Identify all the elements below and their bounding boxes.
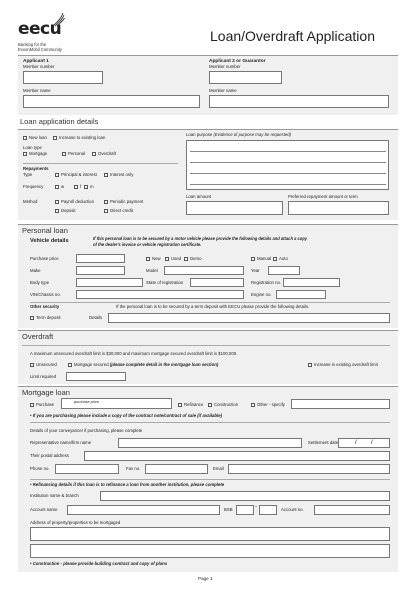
repayment-type-label: Type <box>23 172 33 177</box>
property-address-label: Address of property/properties to be mortgaged <box>30 520 121 525</box>
monthly-label: m <box>90 184 94 189</box>
new-loan-checkbox[interactable] <box>23 136 27 140</box>
applicant2-member-number-label: Member number <box>209 64 241 69</box>
vehicle-details-title: Vehicle details <box>30 238 69 244</box>
mortgage-label: Mortgage <box>29 151 48 156</box>
used-vehicle-checkbox[interactable] <box>165 257 169 261</box>
fortnightly-label: f <box>80 184 82 189</box>
applicant2-label: Applicant 2 or Guarantor <box>209 59 266 64</box>
construction-label: Construction <box>214 402 239 407</box>
payroll-checkbox[interactable] <box>55 200 59 204</box>
body-type-input[interactable] <box>76 278 143 287</box>
term-deposit-checkbox[interactable] <box>30 316 34 320</box>
fax-no-input[interactable] <box>145 464 208 474</box>
other-specify-checkbox[interactable] <box>251 403 255 407</box>
loan-purpose-label <box>186 133 291 138</box>
overdraft-checkbox[interactable] <box>92 152 96 156</box>
construction-note: • Construction - please provide building contract and copy of plans <box>30 561 168 566</box>
refinance-label: Refinance <box>184 402 204 407</box>
purchase-price-hint: purchase price <box>74 399 99 404</box>
new-loan-label: New loan <box>29 135 47 140</box>
loan-details-section <box>18 129 398 220</box>
loan-purpose-line <box>190 173 386 174</box>
loan-purpose-input[interactable] <box>186 140 389 190</box>
rep-name-input[interactable] <box>118 438 302 448</box>
weekly-checkbox[interactable] <box>55 185 59 189</box>
applicant1-member-number-label: Member number <box>23 64 55 69</box>
payroll-label: Payroll deduction <box>61 199 94 204</box>
used-vehicle-label: Used <box>171 256 182 261</box>
interest-only-label: Interest only <box>110 172 134 177</box>
loan-type-label: Loan type <box>23 145 42 150</box>
registration-no-input[interactable] <box>283 278 340 287</box>
refinance-divider <box>30 479 390 480</box>
email-input[interactable] <box>228 464 390 474</box>
applicants-section <box>18 55 398 115</box>
logo-tagline-2: ExxonMobil Community <box>18 47 62 52</box>
applicant1-label: Applicant 1 <box>23 59 49 64</box>
fortnightly-checkbox[interactable] <box>74 185 78 189</box>
demo-vehicle-checkbox[interactable] <box>184 257 188 261</box>
frequency-label: Frequency <box>23 184 44 189</box>
account-no-label: Account no. <box>281 507 304 512</box>
loan-amount-label: Loan amount <box>186 194 212 199</box>
weekly-label: w <box>61 184 65 189</box>
mortgage-secured-checkbox[interactable] <box>68 363 72 367</box>
preferred-repayment-label: Preferred repayment amount or term <box>288 194 358 199</box>
overdraft-section <box>18 330 398 384</box>
mortgage-secured-label <box>74 363 218 368</box>
fax-no-label: Fax no. <box>126 466 141 471</box>
demo-vehicle-label: Demo <box>190 256 202 261</box>
rep-name-label: Representative name/firm name <box>30 440 92 445</box>
bsb-input-2[interactable] <box>259 505 277 515</box>
limit-required-input[interactable] <box>66 372 126 381</box>
new-vehicle-checkbox[interactable] <box>146 257 150 261</box>
vehicle-note-line-1: If this personal loan is to be secured by a motor vehicle please provide the following details and attach a copy <box>93 236 308 241</box>
account-name-label: Account name <box>30 507 58 512</box>
mortgage-checkbox[interactable] <box>23 152 27 156</box>
applicant1-member-number-input[interactable] <box>23 71 103 84</box>
repayments-label: Repayments <box>23 166 49 171</box>
logo-wordmark: eecu <box>18 19 62 39</box>
account-name-input[interactable] <box>67 505 220 515</box>
conveyancer-label: Details of your conveyancer if purchasing, please complete <box>30 428 143 433</box>
model-label: Model <box>146 268 158 273</box>
page-number: Page 1 <box>198 576 213 581</box>
construction-checkbox[interactable] <box>208 403 212 407</box>
bsb-separator: - <box>255 504 257 510</box>
purchase-label: Purchase <box>36 402 55 407</box>
principal-interest-checkbox[interactable] <box>55 173 59 177</box>
body-type-label: Body type <box>30 280 50 285</box>
state-registration-input[interactable] <box>190 278 244 287</box>
other-security-label: Other security <box>30 304 60 309</box>
loan-purpose-line <box>190 151 386 152</box>
increase-limit-label: Increase in existing overdraft limit <box>314 362 378 367</box>
periodic-checkbox[interactable] <box>104 200 108 204</box>
manual-label: Manual <box>257 256 272 261</box>
loan-details-title: Loan application details <box>20 117 99 126</box>
new-vehicle-label: New <box>152 256 161 261</box>
bsb-label: BSB <box>224 507 233 512</box>
account-no-input[interactable] <box>314 505 390 515</box>
engine-no-label: Engine no. <box>251 292 272 297</box>
monthly-checkbox[interactable] <box>84 185 88 189</box>
other-specify-input[interactable] <box>291 399 390 409</box>
postal-address-input[interactable] <box>84 451 390 461</box>
institution-input[interactable] <box>100 491 390 501</box>
loan-details-divider <box>23 163 178 164</box>
make-label: Make <box>30 268 41 273</box>
settlement-date-input[interactable] <box>338 438 390 448</box>
overdraft-title: Overdraft <box>22 332 54 341</box>
property-address-input-2[interactable] <box>30 544 390 558</box>
model-input[interactable] <box>164 266 244 275</box>
year-label: Year <box>251 268 260 273</box>
applicant2-member-number-input[interactable] <box>209 71 282 84</box>
mortgage-title: Mortgage loan <box>22 388 70 397</box>
loan-amount-input[interactable] <box>186 201 283 215</box>
postal-address-label: Their postal address <box>30 453 69 458</box>
applicant2-member-name-input[interactable] <box>209 95 389 108</box>
loan-purpose-line <box>190 184 386 185</box>
manual-checkbox[interactable] <box>251 257 255 261</box>
personal-loan-title: Personal loan <box>22 226 68 235</box>
other-security-divider <box>30 302 390 303</box>
mortgage-section <box>18 386 398 572</box>
institution-label: Institution name & branch <box>30 493 79 498</box>
loan-purpose-note: (Evidence of purpose may be requested) <box>213 132 292 137</box>
mortgage-secured-note: (please complete detail in the mortgage loan section) <box>109 362 219 367</box>
bsb-input-1[interactable] <box>236 505 254 515</box>
limit-required-label: Limit required <box>30 374 57 379</box>
settlement-date-label: Settlement date <box>308 440 339 445</box>
personal-label: Personal <box>68 151 85 156</box>
registration-no-label: Registration no. <box>251 280 282 285</box>
purchase-checkbox[interactable] <box>30 403 34 407</box>
applicant2-member-name-label: Member name <box>209 88 237 93</box>
other-security-note: If the personal loan is to be secured by a term deposit with EECU please provide the following details. <box>116 304 310 309</box>
unsecured-label: Unsecured <box>36 362 57 367</box>
overdraft-title-divider <box>22 345 390 346</box>
deposit-checkbox[interactable] <box>55 209 59 213</box>
phone-no-input[interactable] <box>55 464 119 474</box>
purchase-price-input[interactable] <box>76 254 125 263</box>
other-specify-label: Other - specify <box>257 402 285 407</box>
purchase-price-label: Purchase price <box>30 256 59 261</box>
property-address-input-1[interactable] <box>30 527 390 541</box>
loan-purpose-line <box>190 162 386 163</box>
vin-label: VIN/Chassis no. <box>30 292 61 297</box>
overdraft-note: A maximum unsecured overdraft limit is $30,000 and maximum mortgage secured overdraft limit is $100,000. <box>30 351 238 356</box>
logo-swoosh-icon <box>51 12 65 28</box>
refinance-note: • Refinancing details if this loan is to refinance a loan from another institution, please complete <box>30 482 225 487</box>
interest-only-checkbox[interactable] <box>104 173 108 177</box>
unsecured-checkbox[interactable] <box>30 363 34 367</box>
direct-credit-checkbox[interactable] <box>104 209 108 213</box>
personal-checkbox[interactable] <box>62 152 66 156</box>
principal-interest-label: Principal & interest <box>61 172 97 177</box>
details-label: Details <box>89 315 103 320</box>
periodic-label: Periodic payment <box>110 199 144 204</box>
state-registration-label: State of registration <box>146 280 184 285</box>
increase-loan-label: Increase to existing loan <box>59 135 106 140</box>
settlement-date-separator: / <box>371 440 373 446</box>
engine-no-input[interactable] <box>276 290 326 299</box>
auto-checkbox[interactable] <box>273 257 277 261</box>
purchase-price-box[interactable] <box>61 398 172 409</box>
year-input[interactable] <box>268 266 300 275</box>
vin-input[interactable] <box>76 290 244 299</box>
email-label: Email <box>213 466 224 471</box>
phone-no-label: Phone no. <box>30 466 50 471</box>
settlement-date-separator: / <box>355 440 357 446</box>
applicant1-member-name-input[interactable] <box>23 95 200 108</box>
term-deposit-label: Term deposit <box>36 315 61 320</box>
details-input[interactable] <box>108 313 390 323</box>
make-input[interactable] <box>76 266 125 275</box>
deposit-label: Deposit <box>61 208 76 213</box>
preferred-repayment-input[interactable] <box>288 201 389 215</box>
personal-loan-section <box>18 224 398 328</box>
mortgage-secured-text: Mortgage secured <box>74 362 109 367</box>
purchasing-note: • If you are purchasing please include a copy of the contract note/contract of sale (if available) <box>30 413 223 418</box>
loan-purpose-title: Loan purpose <box>186 132 213 137</box>
refinance-checkbox[interactable] <box>178 403 182 407</box>
direct-credit-label: Direct credit <box>110 208 133 213</box>
increase-limit-checkbox[interactable] <box>308 363 312 367</box>
auto-label: Auto <box>279 256 288 261</box>
vehicle-note-line-2: of the dealer's invoice or vehicle registration certificate. <box>93 242 202 247</box>
method-label: Method <box>23 199 38 204</box>
increase-loan-checkbox[interactable] <box>53 136 57 140</box>
page-title: Loan/Overdraft Application <box>210 28 375 44</box>
applicant1-member-name-label: Member name <box>23 88 51 93</box>
purchasing-divider <box>30 422 390 423</box>
logo <box>18 12 78 52</box>
overdraft-label: Overdraft <box>98 151 116 156</box>
logo-tagline-1: Banking for the <box>18 42 47 47</box>
